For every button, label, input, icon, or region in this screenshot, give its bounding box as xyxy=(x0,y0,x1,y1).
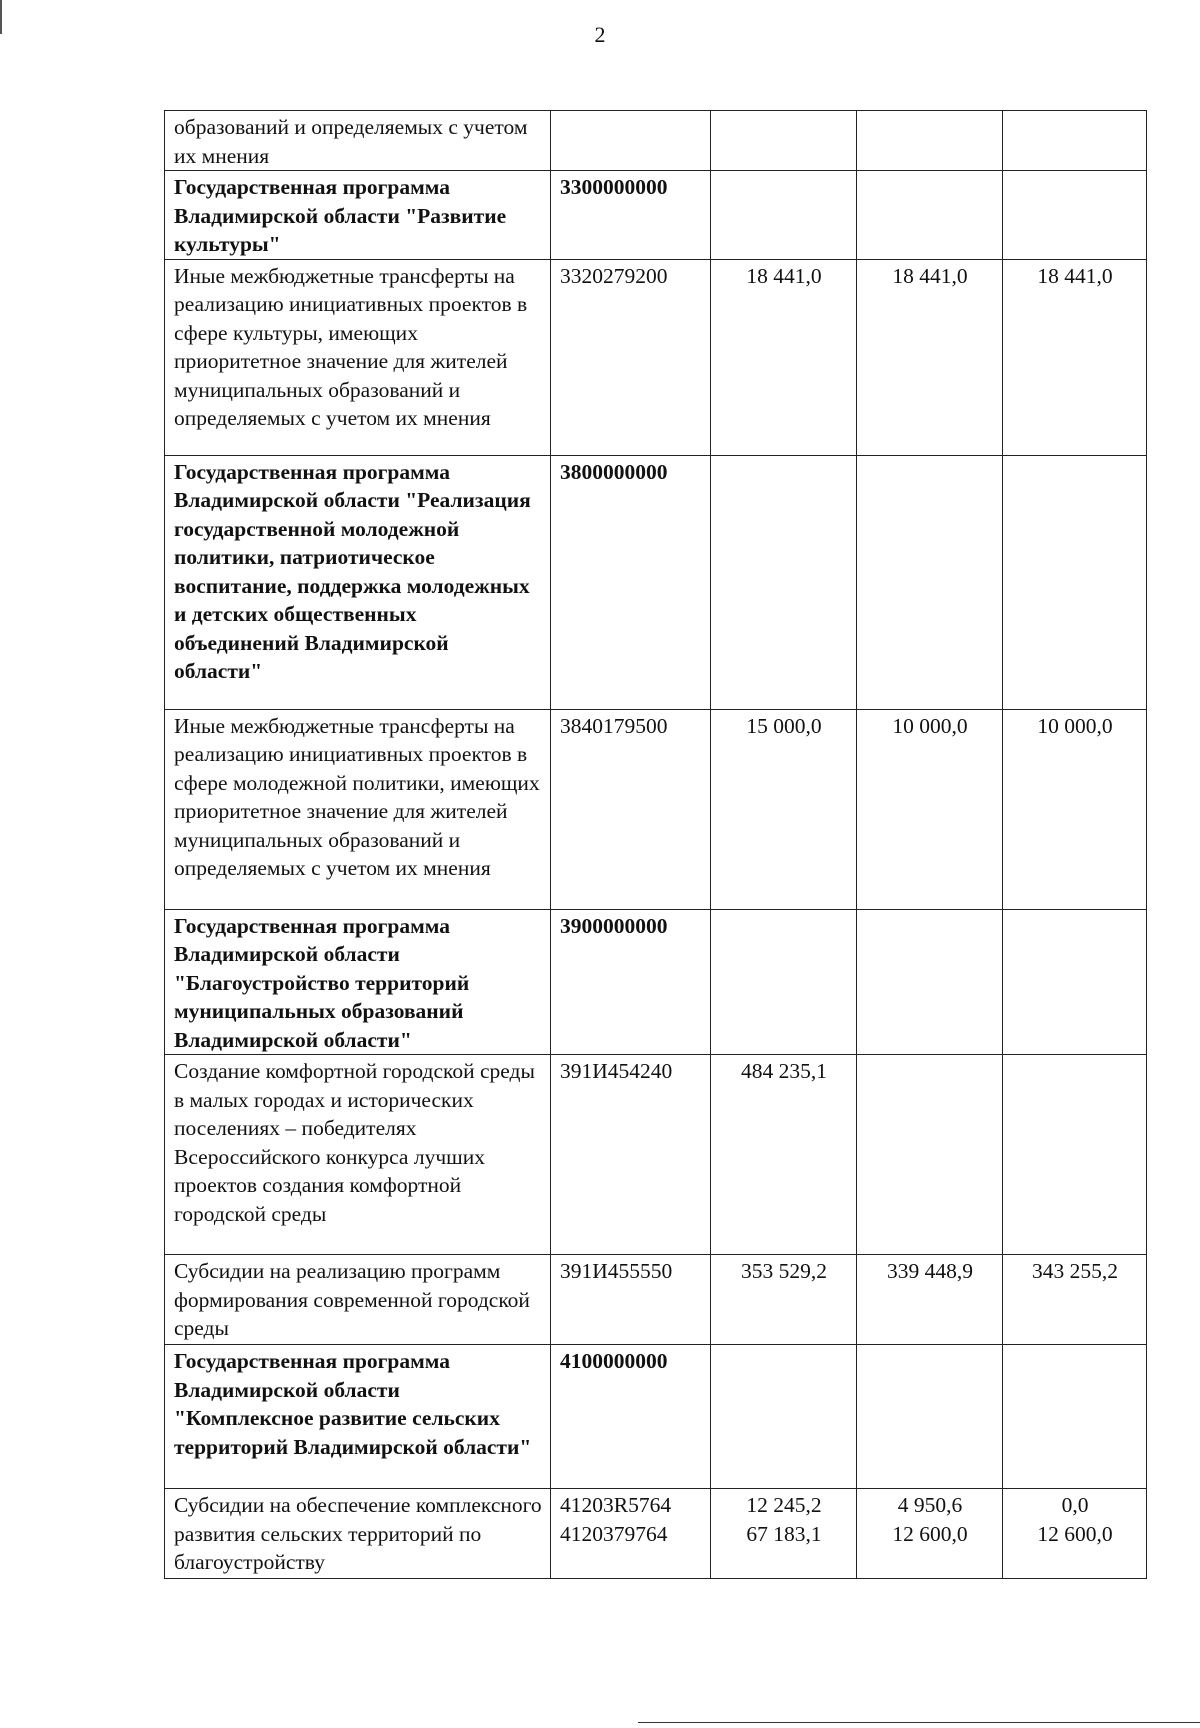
row-value-3 xyxy=(1003,455,1147,709)
row-value-line: 12 600,0 xyxy=(892,1521,968,1546)
row-code xyxy=(551,111,711,171)
row-name: Субсидии на реализацию программ формирования современной городской среды xyxy=(165,1255,551,1345)
row-name: Создание комфортной городской среды в малых городах и исторических поселениях – победителях Всероссийского конкурса лучших проектов создания комфортной городской среды xyxy=(165,1055,551,1255)
table-row xyxy=(165,259,1147,455)
table-row-program xyxy=(165,909,1147,1055)
table-row xyxy=(165,111,1147,171)
row-name: Иные межбюджетные трансферты на реализацию инициативных проектов в сфере молодежной политики, имеющих приоритетное значение для жителей муниципальных образований и определяемых с учетом их мнения xyxy=(165,709,551,909)
row-value-3 xyxy=(1003,171,1147,260)
row-value-line: 67 183,1 xyxy=(746,1521,822,1546)
row-name: Иные межбюджетные трансферты на реализацию инициативных проектов в сфере культуры, имеющих приоритетное значение для жителей муниципальных образований и определяемых с учетом их мнения xyxy=(165,259,551,455)
program-code: 3800000000 xyxy=(551,455,711,709)
row-value-3 xyxy=(1003,1055,1147,1255)
page-number: 2 xyxy=(594,22,606,47)
row-code: 3320279200 xyxy=(551,259,711,455)
table-row xyxy=(165,1055,1147,1255)
row-value-1 xyxy=(711,111,857,171)
program-code: 3300000000 xyxy=(551,171,711,260)
row-value-1: 15 000,0 xyxy=(711,709,857,909)
row-value-3: 10 000,0 xyxy=(1003,709,1147,909)
table-row-program xyxy=(165,455,1147,709)
row-value-2: 18 441,0 xyxy=(857,259,1003,455)
row-value-2 xyxy=(857,111,1003,171)
row-value-1 xyxy=(711,909,857,1055)
row-code-line: 41203R5764 xyxy=(560,1493,672,1517)
row-name: Субсидии на обеспечение комплексного развития сельских территорий по благоустройству xyxy=(165,1489,551,1579)
program-code: 4100000000 xyxy=(551,1345,711,1489)
row-value-1 xyxy=(711,455,857,709)
row-value-3: 343 255,2 xyxy=(1003,1255,1147,1345)
program-name: Государственная программа Владимирской области "Реализация государственной молодежной политики, патриотическое воспитание, поддержка молодежных и детских общественных объединений Владимирской области" xyxy=(165,455,551,709)
row-value-1-pair xyxy=(711,1489,857,1579)
row-code: 3840179500 xyxy=(551,709,711,909)
row-value-3: 18 441,0 xyxy=(1003,259,1147,455)
row-name: образований и определяемых с учетом их мнения xyxy=(165,111,551,171)
program-code: 3900000000 xyxy=(551,909,711,1055)
row-code: 391И455550 xyxy=(551,1255,711,1345)
program-name: Государственная программа Владимирской области "Развитие культуры" xyxy=(165,171,551,260)
row-value-line: 4 950,6 xyxy=(897,1493,963,1517)
row-value-2 xyxy=(857,171,1003,260)
row-value-2-pair xyxy=(857,1489,1003,1579)
row-value-1: 484 235,1 xyxy=(711,1055,857,1255)
row-value-2 xyxy=(857,1055,1003,1255)
row-value-2 xyxy=(857,455,1003,709)
row-value-line: 0,0 xyxy=(1061,1493,1089,1517)
row-value-1 xyxy=(711,171,857,260)
table-row xyxy=(165,1255,1147,1345)
table-row-program xyxy=(165,1345,1147,1489)
row-value-2: 339 448,9 xyxy=(857,1255,1003,1345)
program-name: Государственная программа Владимирской области "Благоустройство территорий муниципальных образований Владимирской области" xyxy=(165,909,551,1055)
table-row xyxy=(165,1489,1147,1579)
row-value-3 xyxy=(1003,909,1147,1055)
row-value-line: 12 600,0 xyxy=(1037,1521,1113,1546)
row-value-2 xyxy=(857,909,1003,1055)
row-value-2 xyxy=(857,1345,1003,1489)
row-code-line: 4120379764 xyxy=(560,1521,668,1546)
table-row xyxy=(165,709,1147,909)
row-value-2: 10 000,0 xyxy=(857,709,1003,909)
row-code-pair xyxy=(551,1489,711,1579)
row-value-3 xyxy=(1003,111,1147,171)
program-name: Государственная программа Владимирской области "Комплексное развитие сельских территорий Владимирской области" xyxy=(165,1345,551,1489)
footer-rule xyxy=(638,1722,1200,1723)
row-value-3-pair xyxy=(1003,1489,1147,1579)
row-value-1 xyxy=(711,1345,857,1489)
row-value-1: 353 529,2 xyxy=(711,1255,857,1345)
row-code: 391И454240 xyxy=(551,1055,711,1255)
budget-table xyxy=(164,110,1147,1579)
row-value-line: 12 245,2 xyxy=(746,1493,822,1517)
row-value-3 xyxy=(1003,1345,1147,1489)
row-value-1: 18 441,0 xyxy=(711,259,857,455)
table-row-program xyxy=(165,171,1147,260)
